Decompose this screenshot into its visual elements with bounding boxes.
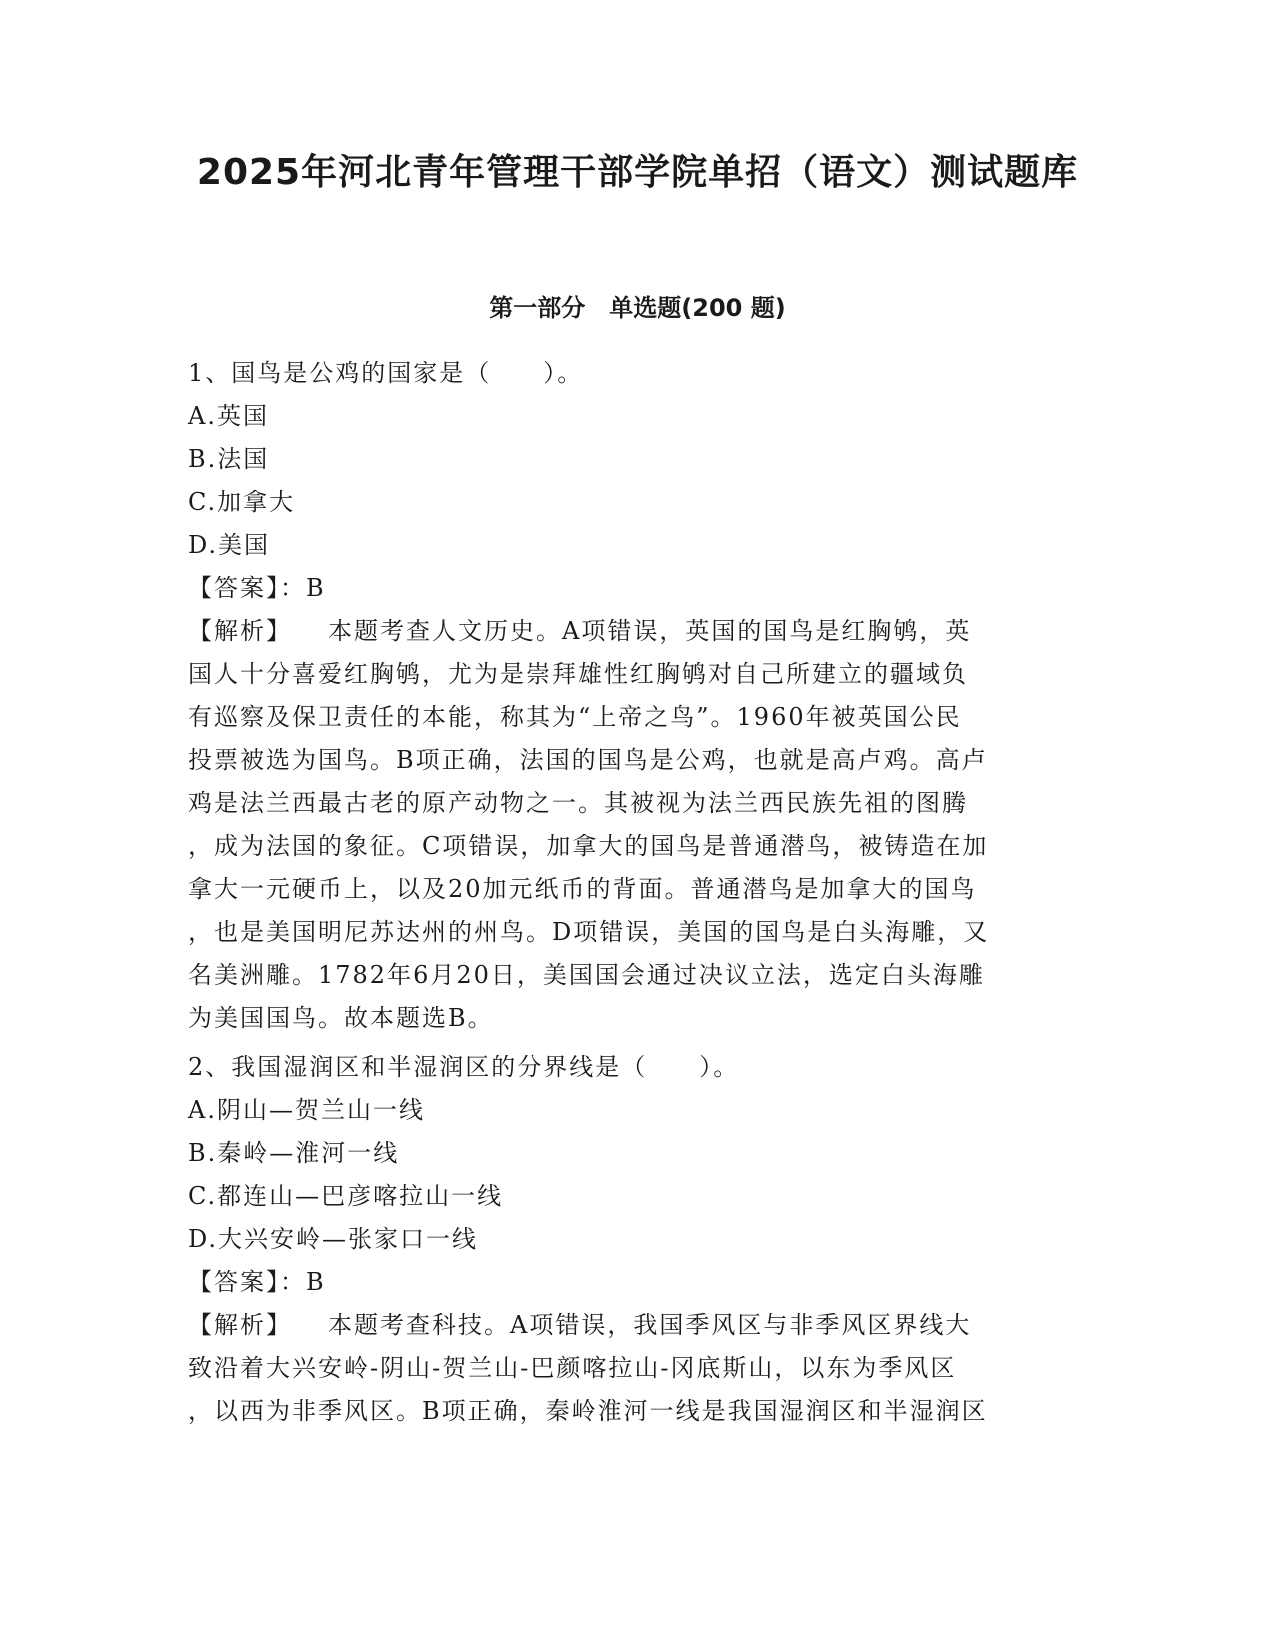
analysis-line: 有巡察及保卫责任的本能，称其为“上帝之鸟”。1960年被英国公民 <box>188 703 962 731</box>
analysis-line: 鸡是法兰西最古老的原产动物之一。其被视为法兰西民族先祖的图腾 <box>188 789 968 817</box>
option-d: D.大兴安岭—张家口一线 <box>188 1225 479 1253</box>
analysis-label: 【解析】 <box>188 617 292 645</box>
question-2 <box>188 1046 1083 1433</box>
analysis-line: 名美洲雕。1782年6月20日，美国国会通过决议立法，选定白头海雕 <box>188 961 985 989</box>
analysis-line: 拿大一元硬币上，以及20加元纸币的背面。普通潜鸟是加拿大的国鸟 <box>188 875 977 903</box>
option-c: C.加拿大 <box>188 488 296 516</box>
analysis-line: ，以西为非季风区。B项正确，秦岭淮河一线是我国湿润区和半湿润区 <box>188 1397 988 1425</box>
document-title: 2025年河北青年管理干部学院单招（语文）测试题库 <box>196 152 1079 193</box>
analysis-line: 【解析】 本题考查科技。A项错误，我国季风区与非季风区界线大 <box>188 1311 972 1339</box>
section-title: 第一部分 单选题(200 题) <box>489 294 786 322</box>
answer-value: B <box>306 1268 326 1296</box>
answer-label: 【答案】： <box>188 1268 306 1296</box>
answer-line <box>188 1261 1083 1304</box>
analysis-line: 国人十分喜爱红胸鸲，尤为是崇拜雄性红胸鸲对自己所建立的疆域负 <box>188 660 968 688</box>
answer-line <box>188 567 1083 610</box>
answer-label: 【答案】： <box>188 574 306 602</box>
option-b: B.法国 <box>188 445 270 473</box>
analysis <box>188 610 1083 1040</box>
analysis-line: ，也是美国明尼苏达州的州鸟。D项错误，美国的国鸟是白头海雕，又 <box>188 918 990 946</box>
option-b: B.秦岭—淮河一线 <box>188 1139 400 1167</box>
answer-value: B <box>306 574 326 602</box>
option-d: D.美国 <box>188 531 271 559</box>
option-c: C.都连山—巴彦喀拉山一线 <box>188 1182 504 1210</box>
option-a: A.英国 <box>188 402 269 430</box>
analysis-line: 致沿着大兴安岭-阴山-贺兰山-巴颜喀拉山-冈底斯山，以东为季风区 <box>188 1354 957 1382</box>
question-list <box>188 352 1083 1439</box>
question-stem: 1、国鸟是公鸡的国家是（ ）。 <box>188 359 584 387</box>
analysis <box>188 1304 1083 1433</box>
analysis-line: 投票被选为国鸟。B项正确，法国的国鸟是公鸡，也就是高卢鸡。高卢 <box>188 746 988 774</box>
question-stem: 2、我国湿润区和半湿润区的分界线是（ ）。 <box>188 1053 740 1081</box>
analysis-label: 【解析】 <box>188 1311 292 1339</box>
question-1 <box>188 352 1083 1040</box>
analysis-line: 为美国国鸟。故本题选B。 <box>188 1004 494 1032</box>
analysis-line: 【解析】 本题考查人文历史。A项错误，英国的国鸟是红胸鸲，英 <box>188 617 972 645</box>
analysis-line: ，成为法国的象征。C项错误，加拿大的国鸟是普通潜鸟，被铸造在加 <box>188 832 989 860</box>
option-a: A.阴山—贺兰山一线 <box>188 1096 425 1124</box>
